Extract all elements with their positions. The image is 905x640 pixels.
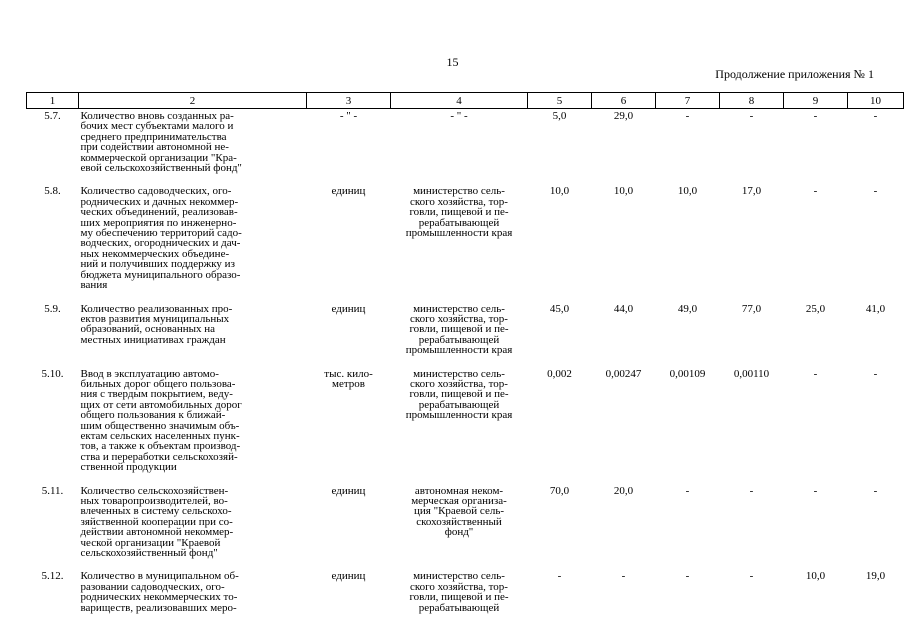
- value-col-8: -: [749, 570, 754, 583]
- value-col-6: 10,0: [613, 185, 634, 198]
- row-number: 5.9.: [44, 302, 61, 315]
- value-col-6: 0,00247: [605, 367, 642, 380]
- row-number: 5.11.: [41, 484, 64, 497]
- header-cell: 9: [784, 93, 848, 109]
- value-col-7: -: [685, 484, 690, 497]
- value-col-8: 77,0: [741, 302, 762, 315]
- value-col-5: 10,0: [549, 185, 570, 198]
- unit-of-measure: единиц: [331, 484, 366, 497]
- value-col-8: -: [749, 484, 754, 497]
- responsible-body: министерство сель- ского хозяйства, тор- говли, пищевой и пе- рерабатывающей промышленности края: [405, 302, 513, 357]
- continuation-label: Продолжение приложения № 1: [715, 67, 874, 81]
- indicator-name: Количество реализованных про- ектов развития муниципальных образований, основанных на местных инициативах граждан: [80, 302, 233, 346]
- value-col-8: 17,0: [741, 185, 762, 198]
- value-col-9: 25,0: [805, 302, 826, 315]
- header-row: [27, 93, 904, 109]
- value-col-9: -: [813, 367, 818, 380]
- indicator-name: Количество сельскохозяйствен- ных товаропроизводителей, во- влеченных в систему сельскохо- зяйственной кооперации при со- действии автономной некоммер- ческой организации "Краевой сельскохозяйственный фонд": [80, 484, 234, 560]
- header-cell: 1: [27, 93, 79, 109]
- value-col-10: 41,0: [865, 302, 886, 315]
- responsible-body: министерство сель- ского хозяйства, тор- говли, пищевой и пе- рерабатывающей промышленности края: [405, 367, 513, 422]
- unit-of-measure: тыс. кило- метров: [324, 367, 373, 390]
- value-col-8: -: [749, 110, 754, 122]
- row-number: 5.7.: [44, 110, 61, 122]
- value-col-5: -: [557, 570, 562, 583]
- unit-of-measure: единиц: [331, 570, 366, 583]
- value-col-9: 10,0: [805, 570, 826, 583]
- value-col-5: 70,0: [549, 484, 570, 497]
- header-cell: 10: [848, 93, 904, 109]
- table-row: [27, 486, 904, 572]
- row-number: 5.10.: [41, 367, 64, 380]
- value-col-6: 20,0: [613, 484, 634, 497]
- header-cell: 5: [528, 93, 592, 109]
- header-cell: 6: [592, 93, 656, 109]
- header-cell: 4: [391, 93, 528, 109]
- value-col-7: 0,00109: [669, 367, 706, 380]
- responsible-body: министерство сель- ского хозяйства, тор- говли, пищевой и пе- рерабатывающей: [409, 570, 509, 614]
- value-col-10: -: [873, 110, 878, 122]
- value-col-9: -: [813, 484, 818, 497]
- indicators-table: [26, 92, 904, 626]
- value-col-10: 19,0: [865, 570, 886, 583]
- indicator-name: Количество садоводческих, ого- роднических и дачных некоммер- ческих объединений, реализовав- ших мероприятия по инженерно- му обеспечению территорий садо- водческих, огороднических и дач- ных некоммерческих объедине- ний и получивших поддержку из бюджета муниципального образо- вания: [80, 185, 242, 292]
- value-col-10: -: [873, 484, 878, 497]
- value-col-9: -: [813, 110, 818, 122]
- row-number: 5.12.: [41, 570, 64, 583]
- value-col-10: -: [873, 185, 878, 198]
- header-cell: 8: [720, 93, 784, 109]
- responsible-body: автономная неком- мерческая организа- ция "Краевой сель- скохозяйственный фонд": [411, 484, 507, 539]
- value-col-7: 49,0: [677, 302, 698, 315]
- row-number: 5.8.: [44, 185, 61, 198]
- indicator-name: Количество вновь созданных ра- бочих мест субъектами малого и среднего предпринимательства при содействии автономной не- коммерческой организации "Кра- евой сельскохозяйственный фонд": [80, 110, 242, 175]
- unit-of-measure: единиц: [331, 185, 366, 198]
- value-col-6: 29,0: [613, 110, 634, 122]
- page-number: 15: [446, 55, 459, 69]
- indicator-name: Ввод в эксплуатацию автомо- бильных дорог общего пользова- ния с твердым покрытием, веду- щих от сети автомобильных дорог общего пользования к ближай- шим общественно значимым объ- ектам сельских населенных пунк- тов, а также к объектам производ- ства и переработки сельскохозяй- ственной продукции: [80, 367, 242, 474]
- table-row: [27, 186, 904, 303]
- header-cell: 2: [79, 93, 307, 109]
- value-col-9: -: [813, 185, 818, 198]
- header-cell: 7: [656, 93, 720, 109]
- table-row: [27, 304, 904, 369]
- header-cell: 3: [307, 93, 391, 109]
- table-row: [27, 571, 904, 626]
- value-col-7: -: [685, 570, 690, 583]
- indicator-name: Количество в муниципальном об- разовании садоводческих, ого- роднических некоммерческих то- вариществ, реализовавших меро-: [80, 570, 239, 614]
- value-col-6: -: [621, 570, 626, 583]
- value-col-5: 45,0: [549, 302, 570, 315]
- unit-of-measure: - " -: [339, 110, 358, 122]
- responsible-body: - " -: [450, 110, 468, 122]
- value-col-6: 44,0: [613, 302, 634, 315]
- table-row: [27, 109, 904, 187]
- value-col-5: 5,0: [552, 110, 567, 122]
- value-col-7: 10,0: [677, 185, 698, 198]
- responsible-body: министерство сель- ского хозяйства, тор- говли, пищевой и пе- рерабатывающей промышленности края: [405, 185, 513, 240]
- value-col-7: -: [685, 110, 690, 122]
- value-col-8: 0,00110: [733, 367, 770, 380]
- unit-of-measure: единиц: [331, 302, 366, 315]
- value-col-10: -: [873, 367, 878, 380]
- table-row: [27, 369, 904, 486]
- value-col-5: 0,002: [547, 367, 572, 380]
